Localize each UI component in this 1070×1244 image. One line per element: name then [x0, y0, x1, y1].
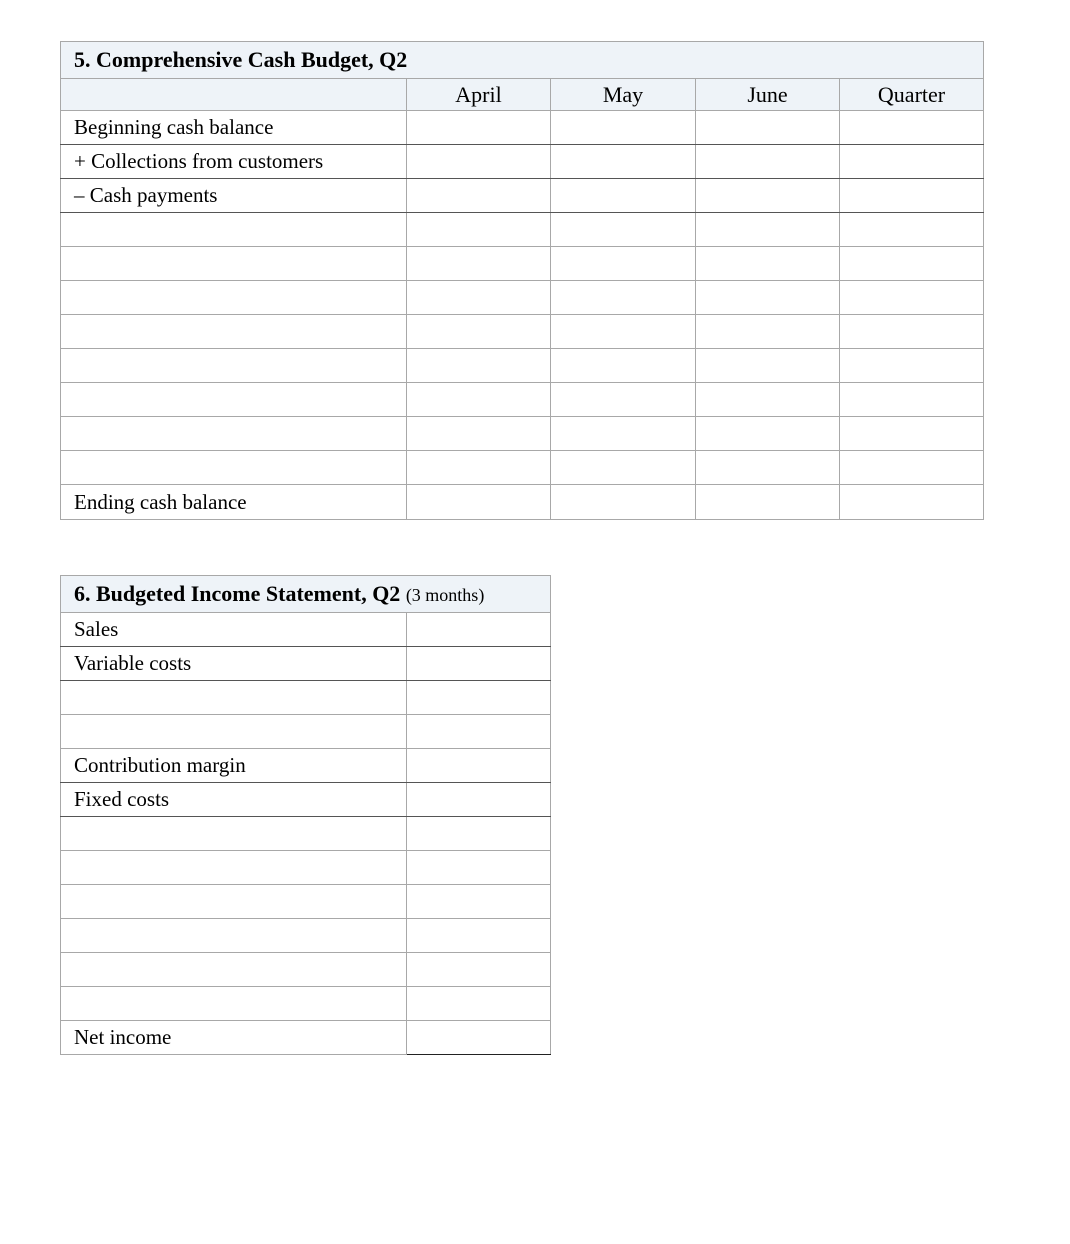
column-header-quarter: Quarter [840, 79, 984, 111]
row-label [61, 417, 407, 451]
value-cell[interactable] [696, 145, 840, 179]
value-cell[interactable] [551, 145, 696, 179]
value-cell[interactable] [407, 451, 551, 485]
value-cell[interactable] [407, 417, 551, 451]
value-cell[interactable] [840, 349, 984, 383]
row-label [61, 851, 407, 885]
value-cell[interactable] [407, 885, 551, 919]
value-cell[interactable] [407, 145, 551, 179]
value-cell[interactable] [840, 145, 984, 179]
value-cell[interactable] [696, 281, 840, 315]
column-header-may: May [551, 79, 696, 111]
value-cell[interactable] [696, 247, 840, 281]
value-cell[interactable] [407, 213, 551, 247]
value-cell[interactable] [696, 179, 840, 213]
cash-budget-row [61, 485, 984, 520]
value-cell[interactable] [551, 213, 696, 247]
value-cell[interactable] [407, 783, 551, 817]
row-label [61, 987, 407, 1021]
row-label: Fixed costs [61, 783, 407, 817]
cash-budget-row [61, 451, 984, 485]
income-statement-row [61, 919, 551, 953]
value-cell[interactable] [407, 349, 551, 383]
cash-budget-row [61, 281, 984, 315]
row-label: – Cash payments [61, 179, 407, 213]
value-cell[interactable] [407, 919, 551, 953]
income-statement-row [61, 851, 551, 885]
income-statement-row [61, 681, 551, 715]
header-blank [61, 79, 407, 111]
row-label [61, 247, 407, 281]
value-cell[interactable] [407, 681, 551, 715]
value-cell[interactable] [840, 383, 984, 417]
value-cell[interactable] [840, 315, 984, 349]
row-label [61, 817, 407, 851]
cash-budget-row [61, 383, 984, 417]
value-cell[interactable] [551, 111, 696, 145]
row-label: Net income [61, 1021, 407, 1055]
cash-budget-row [61, 145, 984, 179]
value-cell[interactable] [551, 179, 696, 213]
value-cell[interactable] [407, 987, 551, 1021]
value-cell[interactable] [407, 315, 551, 349]
row-label: Ending cash balance [61, 485, 407, 520]
value-cell[interactable] [407, 715, 551, 749]
value-cell[interactable] [407, 1021, 551, 1055]
value-cell[interactable] [840, 179, 984, 213]
value-cell[interactable] [696, 383, 840, 417]
income-statement-row [61, 1021, 551, 1055]
value-cell[interactable] [696, 213, 840, 247]
cash-budget-row [61, 247, 984, 281]
value-cell[interactable] [551, 247, 696, 281]
value-cell[interactable] [407, 817, 551, 851]
income-statement-row [61, 647, 551, 681]
value-cell[interactable] [696, 315, 840, 349]
income-statement-table [60, 575, 551, 1055]
value-cell[interactable] [840, 485, 984, 520]
income-statement-row [61, 987, 551, 1021]
row-label [61, 681, 407, 715]
value-cell[interactable] [551, 451, 696, 485]
cash-budget-table [60, 41, 984, 520]
value-cell[interactable] [551, 315, 696, 349]
row-label [61, 281, 407, 315]
value-cell[interactable] [407, 647, 551, 681]
cash-budget-row [61, 179, 984, 213]
column-header-april: April [407, 79, 551, 111]
value-cell[interactable] [407, 247, 551, 281]
row-label: Sales [61, 613, 407, 647]
value-cell[interactable] [840, 213, 984, 247]
income-statement-row [61, 613, 551, 647]
income-statement-row [61, 953, 551, 987]
row-label [61, 953, 407, 987]
cash-budget-row [61, 349, 984, 383]
row-label [61, 315, 407, 349]
cash-budget-row [61, 111, 984, 145]
value-cell[interactable] [407, 749, 551, 783]
row-label: Variable costs [61, 647, 407, 681]
row-label [61, 213, 407, 247]
income-statement-title-text: 6. Budgeted Income Statement, Q2 [74, 581, 401, 606]
row-label: Beginning cash balance [61, 111, 407, 145]
cash-budget-row [61, 213, 984, 247]
income-statement-subtitle: (3 months) [405, 585, 485, 605]
value-cell[interactable] [407, 179, 551, 213]
value-cell[interactable] [696, 485, 840, 520]
cash-budget-title: 5. Comprehensive Cash Budget, Q2 [61, 42, 984, 79]
column-header-june: June [696, 79, 840, 111]
cash-budget-row [61, 417, 984, 451]
value-cell[interactable] [696, 111, 840, 145]
value-cell[interactable] [407, 613, 551, 647]
cash-budget-row [61, 315, 984, 349]
value-cell[interactable] [551, 485, 696, 520]
value-cell[interactable] [840, 247, 984, 281]
income-statement-row [61, 783, 551, 817]
row-label [61, 715, 407, 749]
row-label [61, 919, 407, 953]
value-cell[interactable] [840, 451, 984, 485]
income-statement-row [61, 817, 551, 851]
value-cell[interactable] [407, 851, 551, 885]
income-statement-row [61, 715, 551, 749]
value-cell[interactable] [696, 349, 840, 383]
value-cell[interactable] [407, 383, 551, 417]
row-label: + Collections from customers [61, 145, 407, 179]
value-cell[interactable] [840, 281, 984, 315]
value-cell[interactable] [696, 417, 840, 451]
row-label [61, 885, 407, 919]
value-cell[interactable] [840, 111, 984, 145]
value-cell[interactable] [551, 281, 696, 315]
income-statement-row [61, 749, 551, 783]
income-statement-title [61, 576, 551, 613]
value-cell[interactable] [551, 417, 696, 451]
value-cell[interactable] [696, 451, 840, 485]
value-cell[interactable] [551, 349, 696, 383]
value-cell[interactable] [407, 953, 551, 987]
value-cell[interactable] [407, 281, 551, 315]
row-label: Contribution margin [61, 749, 407, 783]
value-cell[interactable] [407, 111, 551, 145]
value-cell[interactable] [551, 383, 696, 417]
income-statement-row [61, 885, 551, 919]
value-cell[interactable] [840, 417, 984, 451]
row-label [61, 349, 407, 383]
value-cell[interactable] [407, 485, 551, 520]
row-label [61, 383, 407, 417]
row-label [61, 451, 407, 485]
